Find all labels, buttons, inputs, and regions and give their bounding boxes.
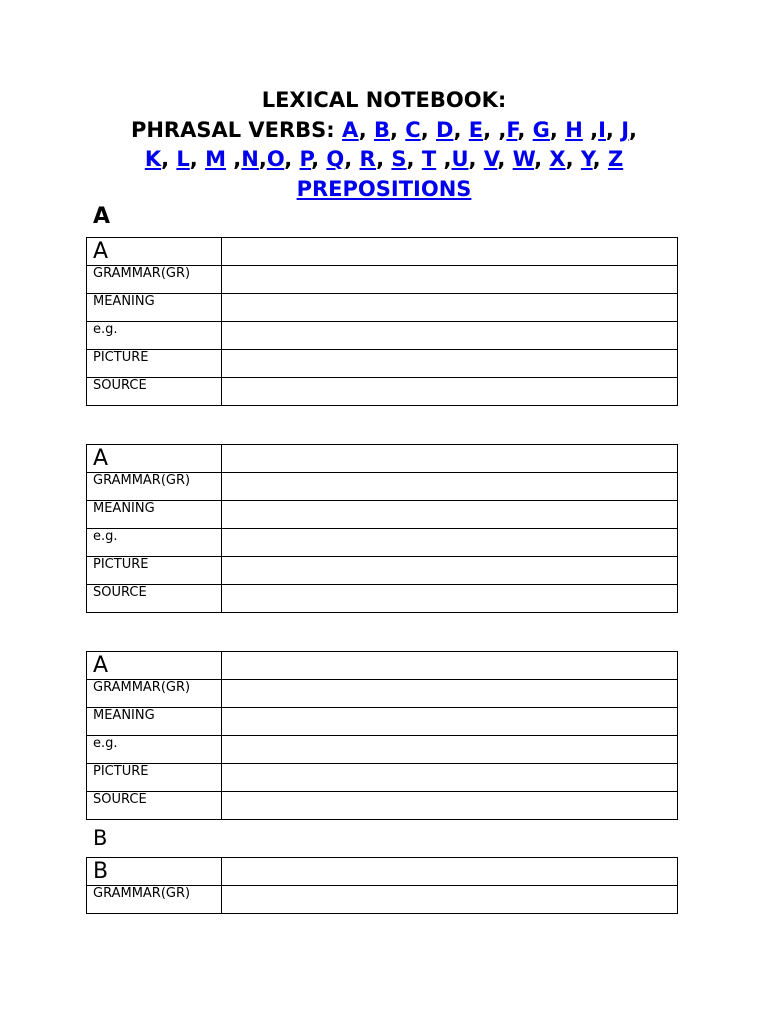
table-row — [87, 529, 678, 557]
entry-table — [86, 237, 678, 406]
link-o[interactable]: O — [266, 147, 285, 171]
link-y[interactable]: Y — [580, 147, 593, 171]
link-v[interactable]: V — [483, 147, 498, 171]
row-label: e.g. — [87, 736, 222, 764]
table-row — [87, 708, 678, 736]
phrasal-verbs-line: PHRASAL VERBS: A, B, C, D, E, ,F, G, H ,I, J, — [130, 117, 638, 142]
row-label: e.g. — [87, 529, 222, 557]
row-label: PICTURE — [87, 350, 222, 378]
link-p[interactable]: P — [299, 147, 312, 171]
entry-value-cell[interactable] — [222, 680, 678, 708]
phrasal-verbs-label: PHRASAL VERBS: — [130, 117, 335, 142]
table-row — [87, 238, 678, 266]
link-b[interactable]: B — [373, 117, 390, 142]
table-row — [87, 652, 678, 680]
table-row — [87, 294, 678, 322]
link-f[interactable]: F — [506, 117, 518, 142]
entry-value-cell[interactable] — [222, 378, 678, 406]
link-q[interactable]: Q — [326, 147, 345, 171]
link-m[interactable]: M — [205, 147, 226, 171]
table-row — [87, 764, 678, 792]
entry-value-cell[interactable] — [222, 886, 678, 914]
row-label: MEANING — [87, 708, 222, 736]
entry-value-cell[interactable] — [222, 322, 678, 350]
link-g[interactable]: G — [532, 117, 550, 142]
table-row — [87, 736, 678, 764]
entry-value-cell[interactable] — [222, 708, 678, 736]
row-label: SOURCE — [87, 585, 222, 613]
row-label: GRAMMAR(GR) — [87, 886, 222, 914]
table-row — [87, 557, 678, 585]
link-t[interactable]: T — [421, 147, 437, 171]
entry-value-cell[interactable] — [222, 585, 678, 613]
row-label: MEANING — [87, 501, 222, 529]
table-row — [87, 322, 678, 350]
entry-letter: A — [87, 652, 222, 680]
section-heading-a: A — [93, 204, 111, 229]
row-label: PICTURE — [87, 764, 222, 792]
entry-word-cell[interactable] — [222, 652, 678, 680]
link-i[interactable]: I — [598, 117, 606, 142]
entry-table — [86, 651, 678, 820]
link-h[interactable]: H — [565, 117, 583, 142]
row-label: PICTURE — [87, 557, 222, 585]
table-row — [87, 585, 678, 613]
link-z[interactable]: Z — [607, 147, 624, 171]
table-row — [87, 378, 678, 406]
entry-value-cell[interactable] — [222, 501, 678, 529]
row-label: MEANING — [87, 294, 222, 322]
link-r[interactable]: R — [359, 147, 377, 171]
entry-table — [86, 857, 678, 914]
entry-letter: A — [87, 445, 222, 473]
link-k[interactable]: K — [144, 147, 162, 171]
table-row — [87, 501, 678, 529]
entry-value-cell[interactable] — [222, 473, 678, 501]
entry-word-cell[interactable] — [222, 445, 678, 473]
table-row — [87, 680, 678, 708]
link-w[interactable]: W — [512, 147, 535, 171]
link-l[interactable]: L — [176, 147, 190, 171]
table-row — [87, 445, 678, 473]
entry-table — [86, 444, 678, 613]
title-line: LEXICAL NOTEBOOK: — [261, 88, 507, 112]
entry-word-cell[interactable] — [222, 238, 678, 266]
entry-letter: B — [87, 858, 222, 886]
row-label: SOURCE — [87, 378, 222, 406]
link-e[interactable]: E — [468, 117, 484, 142]
link-prepositions[interactable]: PREPOSITIONS — [296, 176, 472, 201]
entry-value-cell[interactable] — [222, 736, 678, 764]
link-j[interactable]: J — [621, 117, 630, 142]
entry-letter: A — [87, 238, 222, 266]
entry-word-cell[interactable] — [222, 858, 678, 886]
link-n[interactable]: N — [241, 147, 259, 171]
entry-value-cell[interactable] — [222, 350, 678, 378]
link-s[interactable]: S — [391, 147, 407, 171]
section-heading-b: B — [93, 826, 108, 850]
entry-value-cell[interactable] — [222, 529, 678, 557]
table-row — [87, 266, 678, 294]
table-row — [87, 473, 678, 501]
entry-value-cell[interactable] — [222, 557, 678, 585]
table-row — [87, 350, 678, 378]
entry-value-cell[interactable] — [222, 266, 678, 294]
table-row — [87, 792, 678, 820]
letters-line: K, L, M ,N,O, P, Q, R, S, T ,U, V, W, X, Y, Z — [144, 147, 624, 171]
row-label: SOURCE — [87, 792, 222, 820]
entry-value-cell[interactable] — [222, 294, 678, 322]
row-label: GRAMMAR(GR) — [87, 473, 222, 501]
entry-value-cell[interactable] — [222, 764, 678, 792]
table-row — [87, 858, 678, 886]
document-header — [0, 86, 768, 204]
link-x[interactable]: X — [549, 147, 566, 171]
link-d[interactable]: D — [436, 117, 454, 142]
row-label: e.g. — [87, 322, 222, 350]
link-a[interactable]: A — [342, 117, 359, 142]
prepositions-line — [0, 175, 768, 205]
link-u[interactable]: U — [451, 147, 469, 171]
row-label: GRAMMAR(GR) — [87, 680, 222, 708]
entry-value-cell[interactable] — [222, 792, 678, 820]
table-row — [87, 886, 678, 914]
row-label: GRAMMAR(GR) — [87, 266, 222, 294]
link-c[interactable]: C — [405, 117, 421, 142]
